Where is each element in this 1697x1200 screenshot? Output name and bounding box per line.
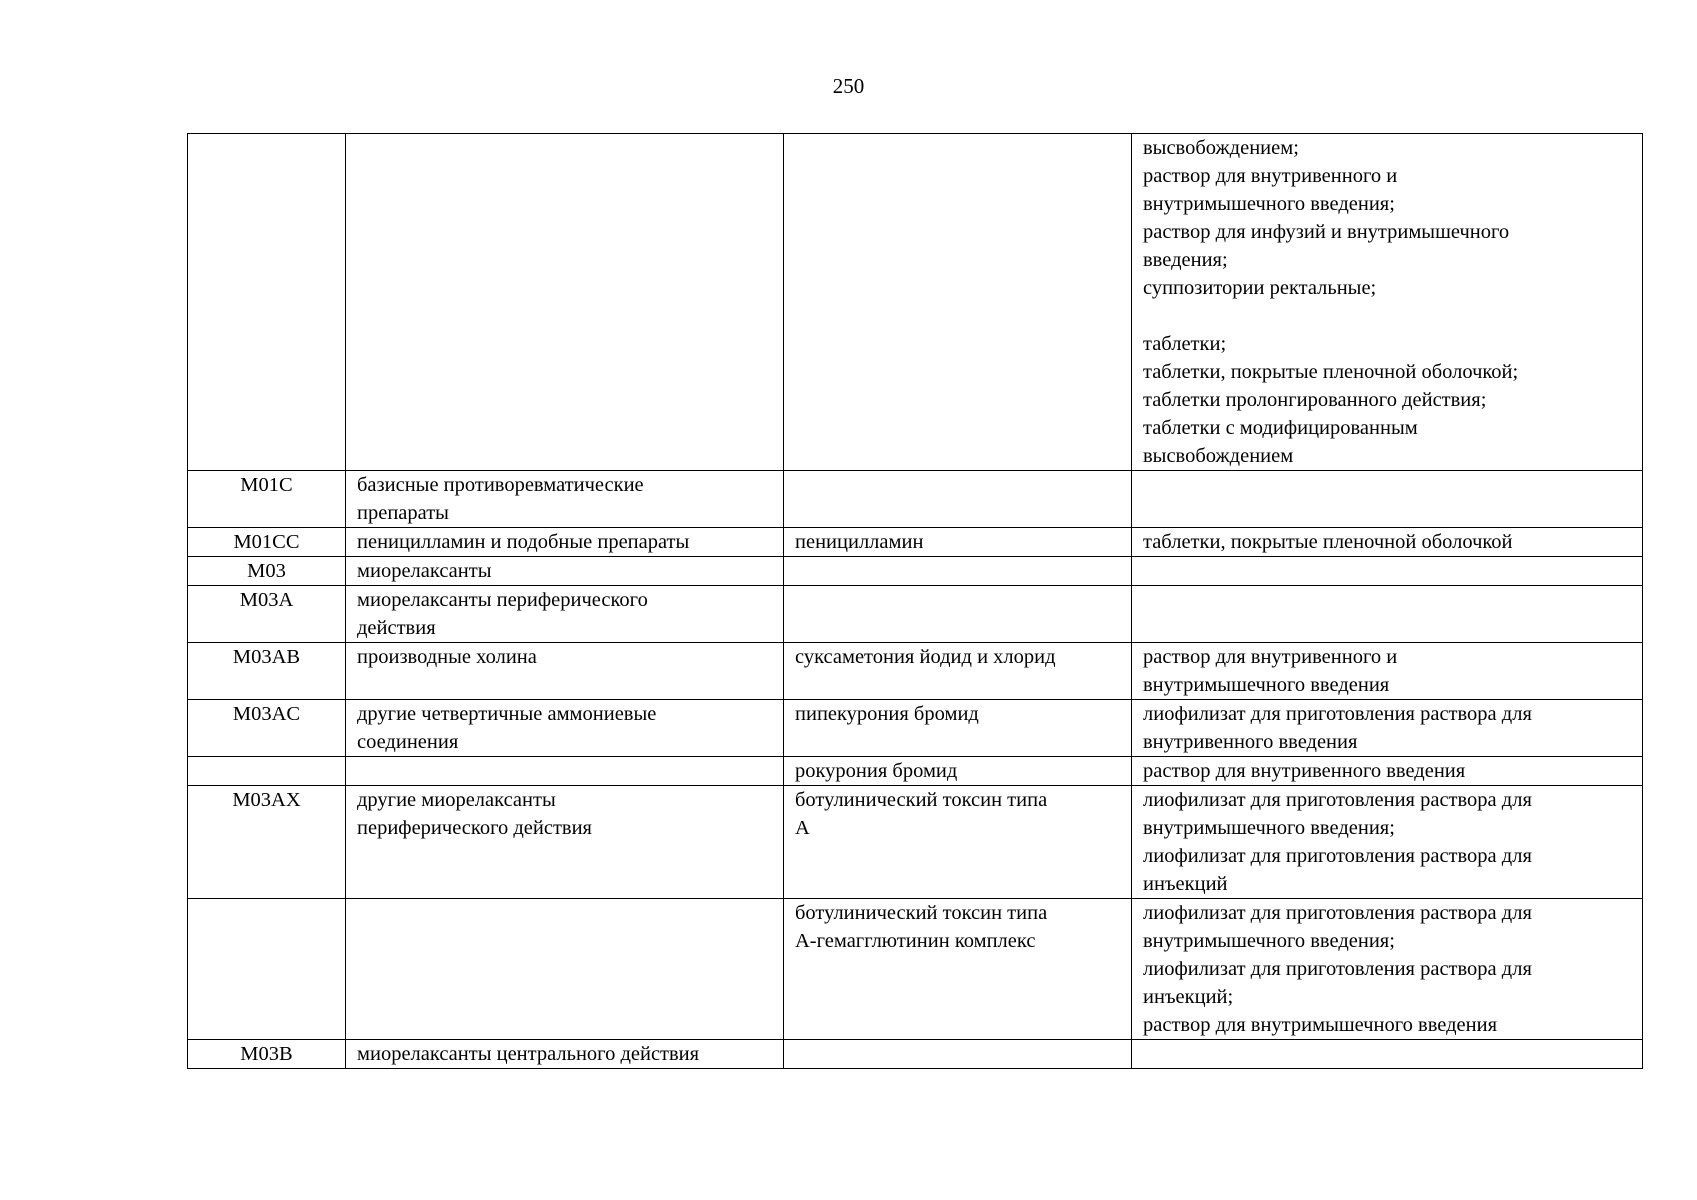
cell-line: соединения (357, 731, 459, 753)
group-name-cell (346, 643, 784, 700)
cell-line: суксаметония йодид и хлорид (795, 646, 1056, 668)
cell-line: таблетки пролонгированного действия; (1143, 389, 1487, 411)
dosage-forms-cell (1132, 1040, 1643, 1069)
cell-line: внутримышечного введения; (1143, 930, 1395, 952)
cell-line: периферического действия (357, 817, 592, 839)
cell-line: внутримышечного введения; (1143, 193, 1395, 215)
cell-line: раствор для внутривенного и (1143, 165, 1398, 187)
cell-line: другие четвертичные аммониевые (357, 703, 657, 725)
substance-cell (784, 528, 1132, 557)
cell-line: раствор для внутривенного введения (1143, 760, 1466, 782)
cell-line: M03AX (232, 789, 301, 811)
drug-table (187, 133, 1643, 1069)
substance-cell (784, 643, 1132, 700)
atc-code-cell (188, 757, 346, 786)
dosage-forms-cell (1132, 528, 1643, 557)
cell-line: пеницилламин (795, 531, 924, 553)
cell-line: внутривенного введения (1143, 731, 1358, 753)
atc-code-cell (188, 471, 346, 528)
cell-line: M03A (239, 589, 294, 611)
atc-code-cell (188, 1040, 346, 1069)
cell-line: таблетки с модифицированным (1143, 417, 1418, 439)
cell-line: миорелаксанты периферического (357, 589, 648, 611)
dosage-forms-cell (1132, 899, 1643, 1040)
table-row (188, 700, 1643, 757)
cell-line: базисные противоревматические (357, 474, 644, 496)
cell-line: инъекций; (1143, 986, 1234, 1008)
substance-cell (784, 471, 1132, 528)
cell-line: другие миорелаксанты (357, 789, 556, 811)
cell-line: рокурония бромид (795, 760, 958, 782)
dosage-forms-cell (1132, 134, 1643, 471)
cell-line: внутримышечного введения; (1143, 817, 1395, 839)
atc-code-cell (188, 786, 346, 899)
atc-code-cell (188, 557, 346, 586)
substance-cell (784, 757, 1132, 786)
table-row (188, 528, 1643, 557)
cell-line: лиофилизат для приготовления раствора для (1143, 845, 1532, 867)
table-row (188, 757, 1643, 786)
table-row (188, 899, 1643, 1040)
substance-cell (784, 1040, 1132, 1069)
cell-line: ботулинический токсин типа (795, 902, 1048, 924)
cell-line: ботулинический токсин типа (795, 789, 1048, 811)
cell-line: действия (357, 617, 436, 639)
table-row (188, 643, 1643, 700)
cell-line: внутримышечного введения (1143, 674, 1390, 696)
cell-line: лиофилизат для приготовления раствора для (1143, 902, 1532, 924)
cell-line: пеницилламин и подобные препараты (357, 531, 690, 553)
table-row (188, 557, 1643, 586)
group-name-cell (346, 786, 784, 899)
cell-line: суппозитории ректальные; (1143, 277, 1377, 299)
dosage-forms-cell (1132, 586, 1643, 643)
cell-line: препараты (357, 502, 449, 524)
dosage-forms-cell (1132, 700, 1643, 757)
atc-code-cell (188, 528, 346, 557)
substance-cell (784, 134, 1132, 471)
group-name-cell (346, 1040, 784, 1069)
cell-line: миорелаксанты (357, 560, 492, 582)
cell-line: инъекций (1143, 873, 1228, 895)
cell-line: M01C (240, 474, 293, 496)
cell-line (199, 134, 334, 162)
substance-cell (784, 586, 1132, 643)
cell-line (199, 899, 334, 927)
cell-line: введения; (1143, 249, 1228, 271)
cell-line: лиофилизат для приготовления раствора для (1143, 703, 1532, 725)
atc-code-cell (188, 586, 346, 643)
cell-line: таблетки, покрытые пленочной оболочкой; (1143, 361, 1519, 383)
table-row (188, 134, 1643, 471)
cell-line: раствор для внутривенного и (1143, 646, 1398, 668)
cell-line: лиофилизат для приготовления раствора для (1143, 789, 1532, 811)
cell-line: M03 (247, 560, 286, 582)
cell-line: высвобождением; (1143, 137, 1299, 159)
atc-code-cell (188, 899, 346, 1040)
table-body (188, 134, 1643, 1069)
cell-line: раствор для инфузий и внутримышечного (1143, 221, 1510, 243)
group-name-cell (346, 134, 784, 471)
cell-line: M03AB (232, 646, 301, 668)
table-row (188, 471, 1643, 528)
group-name-cell (346, 586, 784, 643)
substance-cell (784, 899, 1132, 1040)
substance-cell (784, 557, 1132, 586)
group-name-cell (346, 899, 784, 1040)
cell-line: M03AC (232, 703, 301, 725)
cell-line (1143, 302, 1631, 330)
cell-line: M03B (240, 1043, 293, 1065)
atc-code-cell (188, 643, 346, 700)
cell-line: таблетки, покрытые пленочной оболочкой (1143, 531, 1513, 553)
table-row (188, 786, 1643, 899)
dosage-forms-cell (1132, 643, 1643, 700)
group-name-cell (346, 528, 784, 557)
atc-code-cell (188, 134, 346, 471)
cell-line: производные холина (357, 646, 537, 668)
cell-line: M01CC (233, 531, 300, 553)
cell-line: пипекурония бромид (795, 703, 979, 725)
group-name-cell (346, 557, 784, 586)
dosage-forms-cell (1132, 786, 1643, 899)
dosage-forms-cell (1132, 757, 1643, 786)
cell-line: таблетки; (1143, 333, 1227, 355)
group-name-cell (346, 471, 784, 528)
cell-line: лиофилизат для приготовления раствора для (1143, 958, 1532, 980)
group-name-cell (346, 700, 784, 757)
substance-cell (784, 786, 1132, 899)
cell-line: раствор для внутримышечного введения (1143, 1014, 1498, 1036)
cell-line: A-гемагглютинин комплекс (795, 930, 1036, 952)
dosage-forms-cell (1132, 471, 1643, 528)
cell-line: A (795, 817, 810, 839)
table-row (188, 1040, 1643, 1069)
cell-line: миорелаксанты центрального действия (357, 1043, 700, 1065)
substance-cell (784, 700, 1132, 757)
group-name-cell (346, 757, 784, 786)
atc-code-cell (188, 700, 346, 757)
cell-line (199, 757, 334, 785)
cell-line: высвобождением (1143, 445, 1294, 467)
page-number: 250 (832, 74, 865, 98)
table-row (188, 586, 1643, 643)
dosage-forms-cell (1132, 557, 1643, 586)
